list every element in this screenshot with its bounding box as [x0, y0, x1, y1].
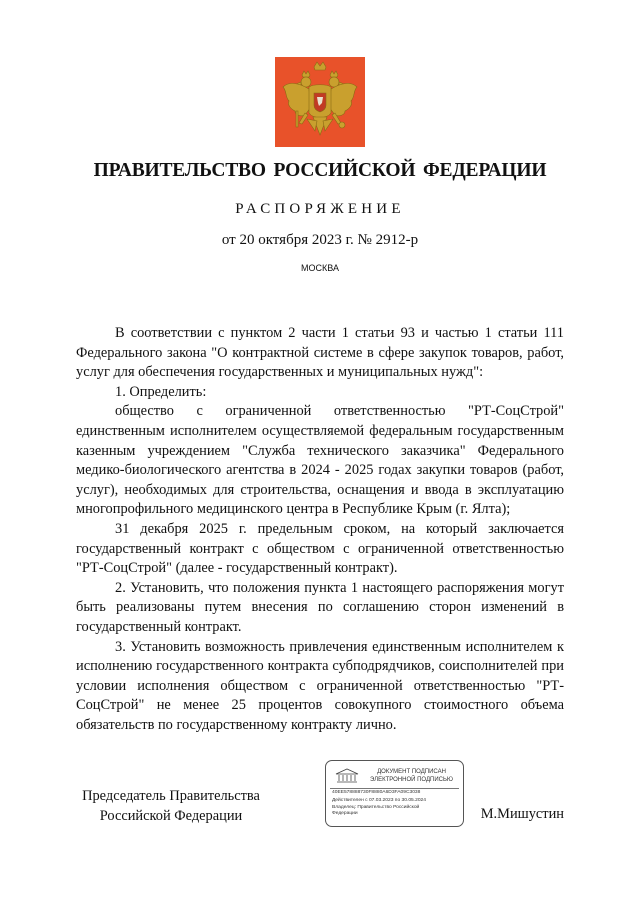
signatory-name: М.Мишустин	[480, 806, 564, 822]
document-city: МОСКВА	[301, 263, 339, 273]
document-date-number: от 20 октября 2023 г. № 2912-р	[221, 232, 419, 248]
coat-of-arms-icon	[275, 57, 365, 147]
signatory-role-line-2: Российской Федерации	[99, 807, 243, 824]
signatory-role	[76, 787, 266, 826]
item-1-paragraph-a: общество с ограниченной ответственностью "РТ-СоцСтрой" единственным исполнителем осуществляемой федеральным государственным казенным учреждением "Служба технического заказчика" Федерального медико-биологического агентства в 2024 - 2025 годах закупки товаров (работ, услуг), необходимых для строительства, оснащения и ввода в эксплуатацию многопрофильного медицинского центра в Республике Крым (г. Ялта);	[76, 403, 564, 518]
item-1-paragraph-b: 31 декабря 2025 г. предельным сроком, на который заключается государственный контракт с обществом с ограниченной ответственностью "РТ-СоцСтрой" (далее - государственный контракт).	[76, 520, 564, 577]
signature-divider	[330, 788, 459, 789]
signature-title	[364, 769, 459, 784]
government-title: ПРАВИТЕЛЬСТВО РОССИЙСКОЙ ФЕДЕРАЦИИ	[93, 160, 547, 181]
signature-title-line-1: ДОКУМЕНТ ПОДПИСАН	[377, 769, 446, 775]
item-1-heading: 1. Определить:	[115, 383, 207, 400]
signature-title-line-2: ЭЛЕКТРОННОЙ ПОДПИСЬЮ	[370, 776, 453, 783]
certificate-owner-line-1: Владелец: Правительство Российской	[332, 805, 420, 810]
document-body	[76, 324, 564, 735]
item-2-paragraph: 2. Установить, что положения пункта 1 настоящего распоряжения могут быть реализованы путем внесения по соглашению сторон изменений в государственный контракт.	[76, 579, 564, 635]
certificate-validity: Действителен с 07.03.2023 по 30.05.2024	[332, 798, 426, 803]
government-building-icon	[334, 768, 360, 789]
electronic-signature-stamp	[325, 760, 464, 827]
document-type: РАСПОРЯЖЕНИЕ	[235, 201, 405, 217]
item-3-paragraph: 3. Установить возможность привлечения единственным исполнителем к исполнению государственного контракта субподрядчиков, соисполнителей при условии исполнения обществом с ограниченной ответственностью "РТ-СоцСтрой" не менее 25 процентов совокупного стоимостного объема обязательств по государственному контракту лично.	[76, 638, 564, 733]
certificate-owner-line-2: Федерации	[332, 811, 358, 816]
signatory-role-line-1: Председатель Правительства	[82, 788, 260, 804]
certificate-number: 40EE578888730F8880A6D3FA09C3038	[332, 790, 421, 795]
intro-paragraph: В соответствии с пунктом 2 части 1 статьи 93 и частью 1 статьи 111 Федерального закона "О контрактной системе в сфере закупок товаров, работ, услуг для обеспечения государственных и муниципальных нужд":	[76, 325, 564, 381]
